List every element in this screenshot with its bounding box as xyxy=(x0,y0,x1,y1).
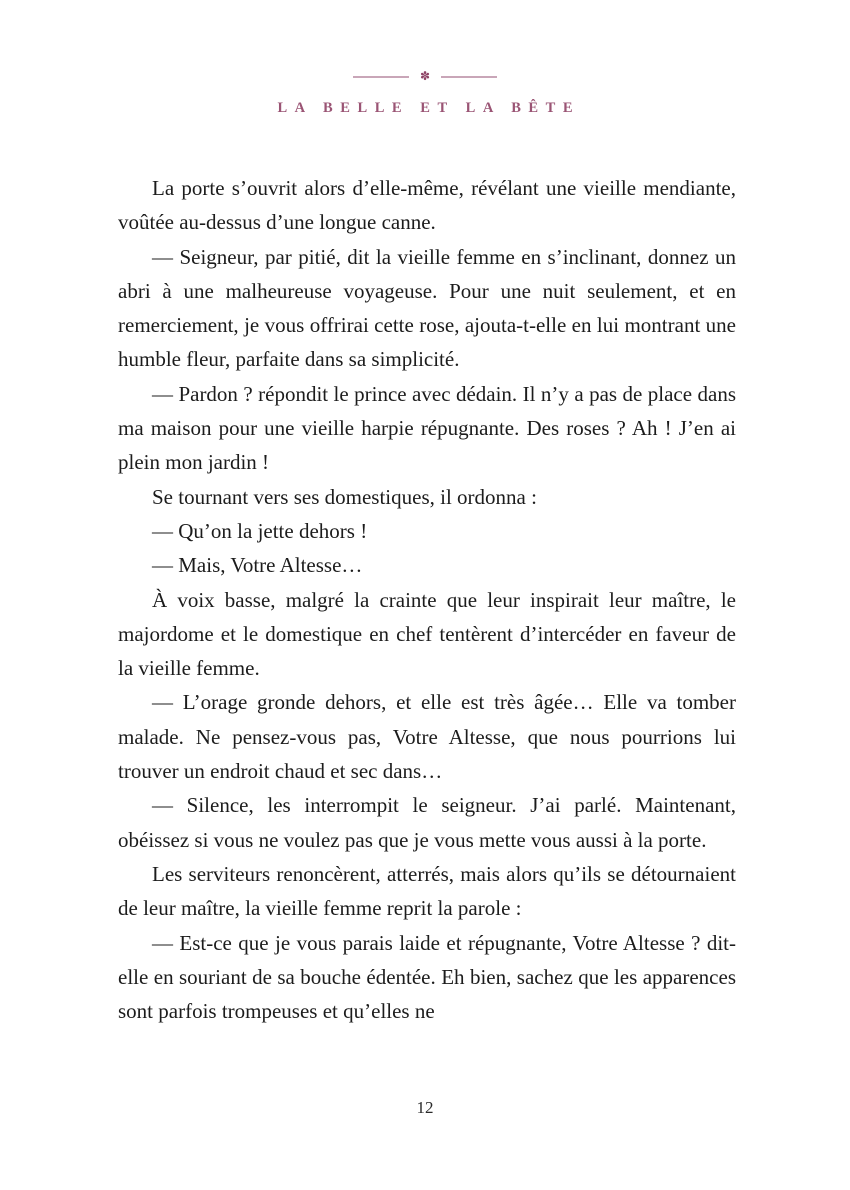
body-text xyxy=(118,171,736,1028)
header-ornament xyxy=(0,71,850,83)
paragraph: — Seigneur, par pitié, dit la vieille femme en s’inclinant, donnez un abri à une malheureuse voyageuse. Pour une nuit seulement, et en remerciement, je vous offrirai cette rose, ajouta-t-elle en lui montrant une humble fleur, parfaite dans sa simplicité. xyxy=(118,244,736,372)
ornament-line-right xyxy=(441,76,497,78)
chapter-title: LA BELLE ET LA BÊTE xyxy=(277,100,581,116)
paragraph: — Silence, les interrompit le seigneur. J’ai parlé. Maintenant, obéissez si vous ne voulez pas que je vous mette vous aussi à la porte. xyxy=(118,793,736,852)
paragraph: — L’orage gronde dehors, et elle est très âgée… Elle va tomber malade. Ne pensez-vous pas, Votre Altesse, que nous pourrions lui trouver un endroit chaud et sec dans… xyxy=(118,690,736,784)
paragraph: À voix basse, malgré la crainte que leur inspirait leur maître, le majordome et le domestique en chef tentèrent d’intercéder en faveur de la vieille femme. xyxy=(118,587,736,681)
paragraph: — Qu’on la jette dehors ! xyxy=(152,518,368,543)
paragraph: Se tournant vers ses domestiques, il ordonna : xyxy=(152,484,537,509)
paragraph: La porte s’ouvrit alors d’elle-même, révélant une vieille mendiante, voûtée au-dessus d’une longue canne. xyxy=(118,176,736,235)
paragraph: Les serviteurs renoncèrent, atterrés, mais alors qu’ils se détournaient de leur maître, la vieille femme reprit la parole : xyxy=(118,861,736,921)
ornament-flower-icon: ✽ xyxy=(419,69,431,83)
ornament-line-left xyxy=(353,76,409,78)
paragraph: — Pardon ? répondit le prince avec dédain. Il n’y a pas de place dans ma maison pour une vieille harpie répugnante. Des roses ? Ah ! J’en ai plein mon jardin ! xyxy=(118,381,736,475)
paragraph: — Est-ce que je vous parais laide et répugnante, Votre Altesse ? dit-elle en souriant de sa bouche édentée. Eh bien, sachez que les apparences sont parfois trompeuses et qu’elles ne xyxy=(118,930,736,1024)
paragraph: — Mais, Votre Altesse… xyxy=(152,553,363,578)
page-number: 12 xyxy=(416,1098,434,1117)
